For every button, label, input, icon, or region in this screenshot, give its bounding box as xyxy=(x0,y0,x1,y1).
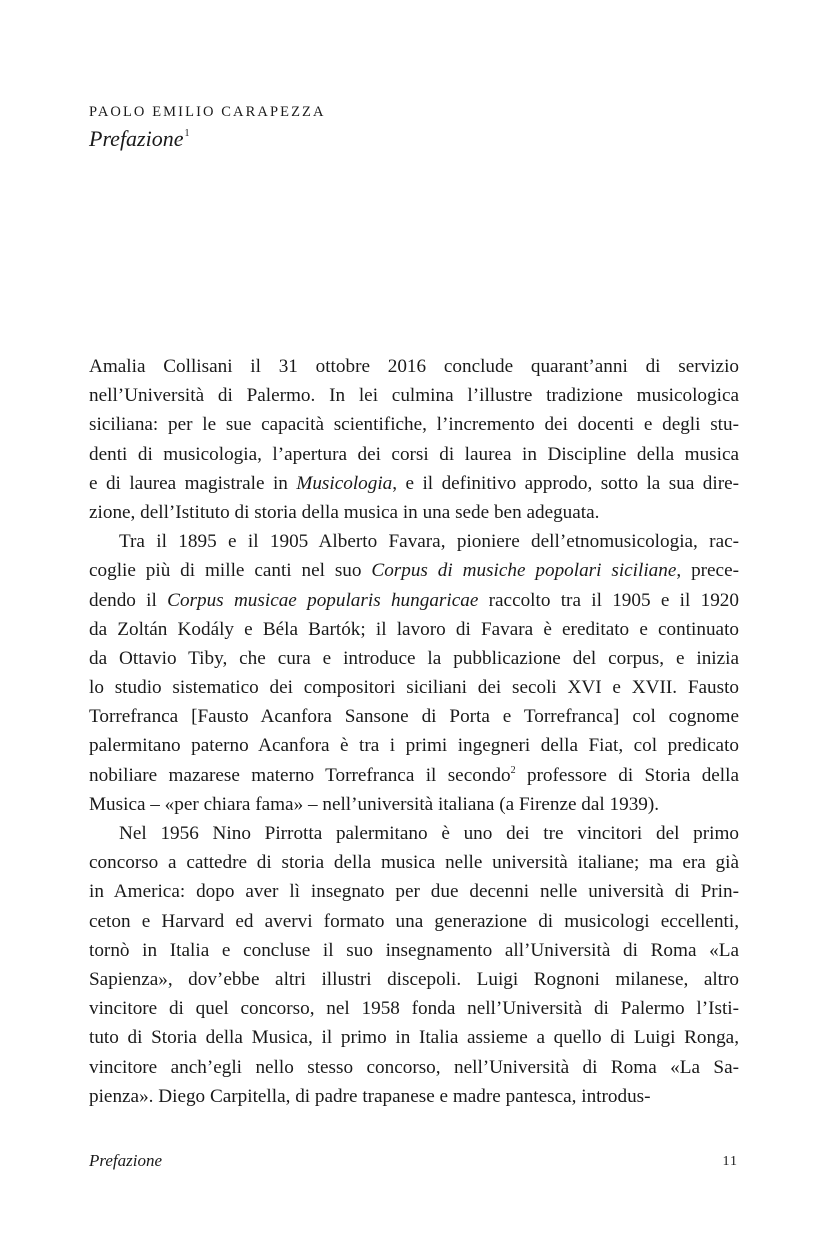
text-line: pienza». Diego Carpitella, di padre trapanese e madre pantesca, introdus- xyxy=(89,1085,651,1107)
footnote-ref: 1 xyxy=(184,128,190,139)
text-line: vincitore anch’egli nello stesso concorso, nell’Università di Roma «La Sa- xyxy=(89,1056,739,1078)
chapter-title xyxy=(89,124,190,159)
text-line: Amalia Collisani il 31 ottobre 2016 conclude quarant’anni di servizio xyxy=(89,356,739,377)
italic-title: Corpus musicae popularis hungaricae xyxy=(167,589,479,611)
text-line: in America: dopo aver lì insegnato per due decenni nelle università di Prin- xyxy=(89,881,739,903)
chapter-title-text: Prefazione xyxy=(89,126,184,151)
text-line: Torrefranca [Fausto Acanfora Sansone di Porta e Torrefranca] col cognome xyxy=(89,706,739,728)
text-line: tornò in Italia e concluse il suo insegnamento all’Università di Roma «La xyxy=(89,939,739,961)
paragraph xyxy=(89,352,739,527)
text-line: Nel 1956 Nino Pirrotta palermitano è uno dei tre vincitori del primo xyxy=(119,823,739,844)
text-line: palermitano paterno Acanfora è tra i primi ingegneri della Fiat, col predicato xyxy=(89,735,739,757)
text-line: denti di musicologia, l’apertura dei corsi di laurea in Discipline della musica xyxy=(89,443,739,465)
text-line: vincitore di quel concorso, nel 1958 fonda nell’Università di Palermo l’Isti- xyxy=(89,998,739,1020)
text-line: lo studio sistematico dei compositori siciliani dei secoli XVI e XVII. Fausto xyxy=(89,677,739,699)
text-line: Tra il 1895 e il 1905 Alberto Favara, pioniere dell’etnomusicologia, rac- xyxy=(119,531,739,553)
author-name: PAOLO EMILIO CARAPEZZA xyxy=(89,104,326,120)
text-line: siciliana: per le sue capacità scientifiche, l’incremento dei docenti e degli stu- xyxy=(89,414,739,436)
text-line: ceton e Harvard ed avervi formato una generazione di musicologi eccellenti, xyxy=(89,910,739,932)
text-line: nobiliare mazarese materno Torrefranca il secondo$^2$ professore di Storia della xyxy=(89,764,739,786)
paragraph xyxy=(89,819,739,1111)
text-line: coglie più di mille canti nel suo Corpus di musiche popolari siciliane, prece- xyxy=(89,560,739,582)
text-line: dendo il Corpus musicae popularis hungaricae raccolto tra il 1905 e il 1920 xyxy=(89,589,739,611)
text-line: tuto di Storia della Musica, il primo in Italia assieme a quello di Luigi Ronga, xyxy=(89,1027,739,1049)
page-number: 11 xyxy=(722,1154,738,1169)
text-line: Sapienza», dov’ebbe altri illustri discepoli. Luigi Rognoni milanese, altro xyxy=(89,968,739,990)
body-text xyxy=(89,352,739,1111)
text-line: e di laurea magistrale in Musicologia, e il definitivo approdo, sotto la sua dire- xyxy=(89,472,739,494)
text-line: Musica – «per chiara fama» – nell’università italiana (a Firenze dal 1939). xyxy=(89,793,660,815)
running-footer-title: Prefazione xyxy=(89,1151,163,1170)
footnote-ref: 2 xyxy=(510,764,516,776)
italic-title: Musicologia xyxy=(296,472,393,494)
text-line: da Zoltán Kodály e Béla Bartók; il lavoro di Favara è ereditato e continuato xyxy=(89,618,739,640)
text-line: da Ottavio Tiby, che cura e introduce la pubblicazione del corpus, e inizia xyxy=(89,647,739,669)
italic-title: Corpus di musiche popolari siciliane xyxy=(371,560,677,582)
text-line: concorso a cattedre di storia della musica nelle università italiane; ma era già xyxy=(89,852,739,874)
text-line: zione, dell’Istituto di storia della musica in una sede ben adeguata. xyxy=(89,501,600,523)
text-line: nell’Università di Palermo. In lei culmina l’illustre tradizione musicologica xyxy=(89,385,739,407)
paragraph xyxy=(89,527,739,819)
